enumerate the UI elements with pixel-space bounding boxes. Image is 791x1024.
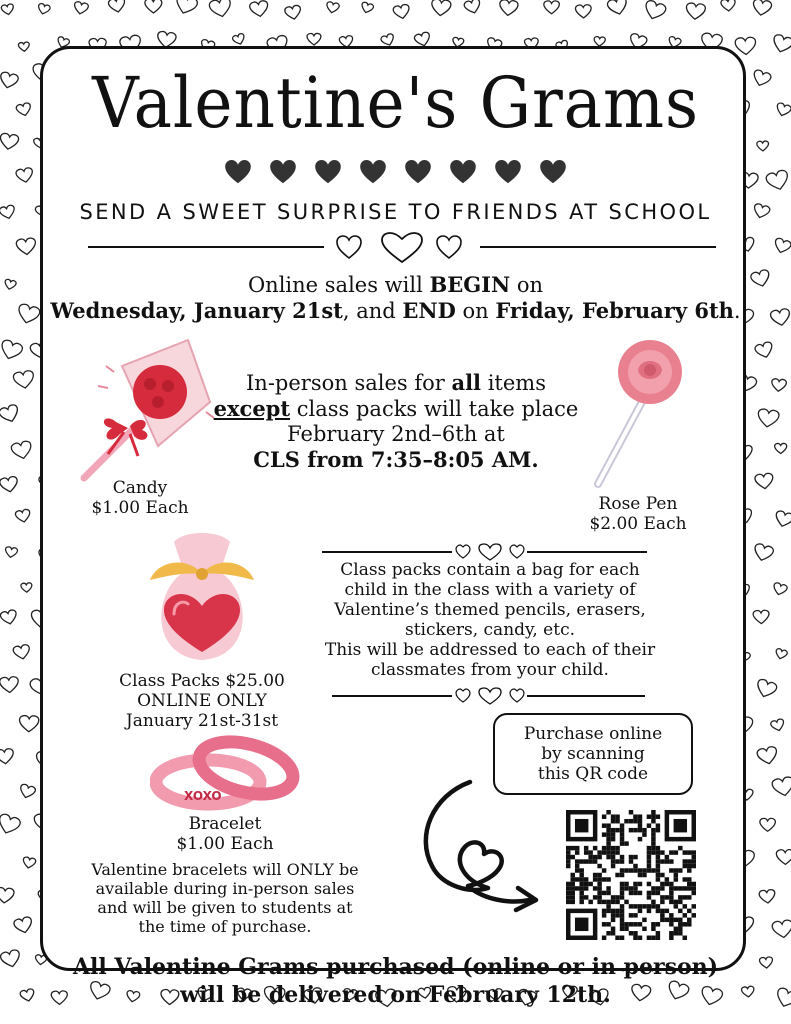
divider-line — [322, 551, 452, 553]
qr-code-icon[interactable] — [566, 810, 696, 940]
pattern-heart — [752, 0, 772, 17]
pattern-heart — [0, 71, 19, 89]
pattern-heart — [431, 0, 452, 17]
pattern-heart — [754, 341, 775, 360]
pattern-heart — [21, 583, 33, 593]
class-packs-dates: January 21st-31st — [125, 711, 279, 731]
heart-icon — [405, 160, 431, 184]
pattern-heart — [15, 509, 31, 524]
pattern-heart — [775, 443, 787, 453]
desc-line: Valentine bracelets will ONLY be — [91, 860, 359, 879]
pattern-heart — [752, 543, 774, 563]
pattern-heart — [393, 4, 411, 20]
qr-finder-pattern — [674, 819, 687, 832]
pattern-heart — [22, 857, 36, 869]
pattern-heart — [463, 0, 482, 15]
rose-pen-label — [568, 494, 708, 534]
heart-icon — [315, 160, 341, 184]
pattern-heart — [770, 308, 791, 327]
arrow-icon — [412, 776, 542, 916]
divider-line — [527, 551, 647, 553]
pattern-heart — [1, 3, 15, 15]
pattern-heart — [4, 546, 17, 558]
pattern-heart — [751, 69, 772, 88]
bracelet-name: Bracelet — [188, 814, 262, 834]
pattern-heart — [594, 36, 606, 46]
qr-prompt-line: by scanning — [541, 744, 645, 764]
class-pack-description — [300, 560, 680, 680]
pattern-heart — [307, 33, 321, 45]
pattern-heart — [642, 0, 666, 22]
pattern-heart — [759, 889, 776, 904]
pattern-heart — [776, 850, 791, 865]
pattern-heart — [16, 238, 37, 256]
heart-icon — [540, 160, 566, 184]
pattern-heart — [0, 339, 24, 362]
pattern-heart — [499, 0, 519, 16]
pattern-heart — [0, 133, 19, 151]
online-sales-text: Online sales will BEGIN on Wednesday, January 21st, and END on Friday, February 6th. — [50, 272, 741, 323]
bracelet-description — [70, 860, 380, 936]
pattern-heart — [750, 269, 772, 288]
heart-icon — [495, 160, 521, 184]
pattern-heart — [173, 0, 198, 16]
pattern-heart — [760, 818, 776, 831]
pattern-heart — [13, 370, 35, 390]
pattern-heart — [0, 748, 14, 764]
pattern-heart — [774, 987, 791, 1010]
delivery-statement — [40, 953, 751, 1009]
class-packs-name: Class Packs $25.00 — [119, 671, 285, 691]
pattern-heart — [73, 1, 89, 15]
bracelet-price: $1.00 Each — [176, 834, 274, 854]
pattern-heart — [0, 949, 22, 969]
pattern-heart — [607, 0, 629, 16]
pattern-heart — [20, 988, 36, 1002]
pattern-heart — [756, 746, 778, 766]
pattern-heart — [773, 237, 791, 254]
outline-hearts-icon — [455, 543, 525, 561]
bracelet-label — [140, 814, 310, 854]
pattern-heart — [721, 0, 736, 12]
pattern-heart — [13, 644, 31, 660]
divider-line — [527, 695, 645, 697]
pattern-heart — [145, 0, 162, 13]
bracelet-icon — [150, 732, 302, 812]
pattern-heart — [0, 609, 18, 625]
pattern-heart — [13, 916, 34, 935]
pattern-heart — [249, 0, 269, 18]
qr-prompt-line: this QR code — [537, 764, 649, 784]
gift-bag-icon — [144, 530, 260, 666]
desc-line: Valentine’s themed pencils, erasers, — [334, 600, 646, 620]
pattern-heart — [0, 813, 21, 836]
heart-icon — [450, 160, 476, 184]
pattern-heart — [37, 3, 51, 15]
qr-finder-pattern — [575, 819, 588, 832]
desc-line: Class packs contain a bag for each — [340, 560, 640, 580]
qr-finder-pattern — [575, 918, 588, 931]
pattern-heart — [772, 582, 788, 596]
pattern-heart — [360, 1, 374, 14]
heart-icon — [270, 160, 296, 184]
pattern-heart — [771, 378, 787, 391]
pattern-heart — [0, 404, 21, 425]
delivery-line: will be delivered on February 12th. — [180, 982, 611, 1008]
candy-price: $1.00 Each — [91, 498, 189, 518]
pattern-heart — [774, 510, 791, 528]
pattern-heart — [775, 102, 791, 117]
outline-hearts-icon — [455, 687, 525, 705]
pattern-heart — [771, 34, 791, 55]
pattern-heart — [754, 678, 777, 699]
pattern-heart — [752, 203, 770, 220]
rose-pen-name: Rose Pen — [598, 494, 678, 514]
page-title: Valentine's Grams — [92, 62, 699, 144]
in-person-sales-text: In-person sales for all items except class packs will take place February 2nd–6th at CLS from 7:35–8:05 AM. — [213, 370, 579, 472]
desc-line: This will be addressed to each of their — [324, 640, 656, 660]
pattern-heart — [757, 141, 769, 151]
desc-line: stickers, candy, etc. — [405, 620, 575, 640]
rose-pen-icon — [588, 338, 692, 490]
pattern-heart — [0, 676, 19, 693]
pattern-heart — [4, 279, 17, 291]
pattern-heart — [0, 887, 14, 903]
pattern-heart — [772, 919, 791, 938]
pattern-heart — [759, 957, 773, 969]
pattern-heart — [755, 473, 774, 490]
pattern-heart — [770, 718, 785, 732]
pattern-heart — [19, 715, 39, 732]
pattern-heart — [16, 102, 33, 117]
pattern-heart — [208, 0, 232, 19]
pattern-heart — [735, 37, 756, 55]
pattern-heart — [544, 1, 560, 14]
desc-line: available during in-person sales — [95, 879, 355, 898]
class-packs-online-only: ONLINE ONLY — [137, 691, 267, 711]
pattern-heart — [18, 42, 30, 52]
pattern-heart — [774, 648, 787, 660]
divider-line — [332, 695, 452, 697]
pattern-heart — [0, 204, 16, 220]
delivery-line: All Valentine Grams purchased (online or in person) — [72, 954, 719, 980]
candy-name: Candy — [112, 478, 168, 498]
pattern-heart — [753, 610, 769, 624]
desc-line: classmates from your child. — [371, 660, 609, 680]
pattern-heart — [284, 5, 302, 21]
pattern-heart — [685, 3, 705, 21]
heart-icon — [360, 160, 386, 184]
divider-line — [480, 246, 716, 248]
heart-divider-row — [0, 160, 791, 188]
pattern-heart — [575, 5, 591, 19]
bracelet-band-text: XOXO — [184, 789, 222, 803]
pattern-heart — [16, 303, 41, 325]
divider-line — [88, 246, 324, 248]
pattern-heart — [757, 408, 780, 428]
outline-hearts-icon — [336, 232, 462, 264]
desc-line: the time of purchase. — [138, 917, 312, 936]
candy-label — [70, 478, 210, 518]
desc-line: child in the class with a variety of — [344, 580, 636, 600]
heart-icon — [225, 160, 251, 184]
pattern-heart — [771, 776, 791, 797]
pattern-heart — [0, 476, 19, 493]
pattern-heart — [232, 33, 246, 46]
candy-bouquet-icon — [78, 336, 218, 484]
pattern-heart — [108, 0, 126, 13]
rose-pen-price: $2.00 Each — [589, 514, 687, 534]
pattern-heart — [11, 440, 34, 460]
subtitle: SEND A SWEET SURPRISE TO FRIENDS AT SCHOOL — [79, 200, 712, 224]
desc-line: and will be given to students at — [97, 898, 353, 917]
qr-prompt-line: Purchase online — [523, 724, 663, 744]
pattern-heart — [326, 1, 340, 14]
class-packs-label — [112, 671, 292, 731]
pattern-heart — [18, 783, 36, 799]
